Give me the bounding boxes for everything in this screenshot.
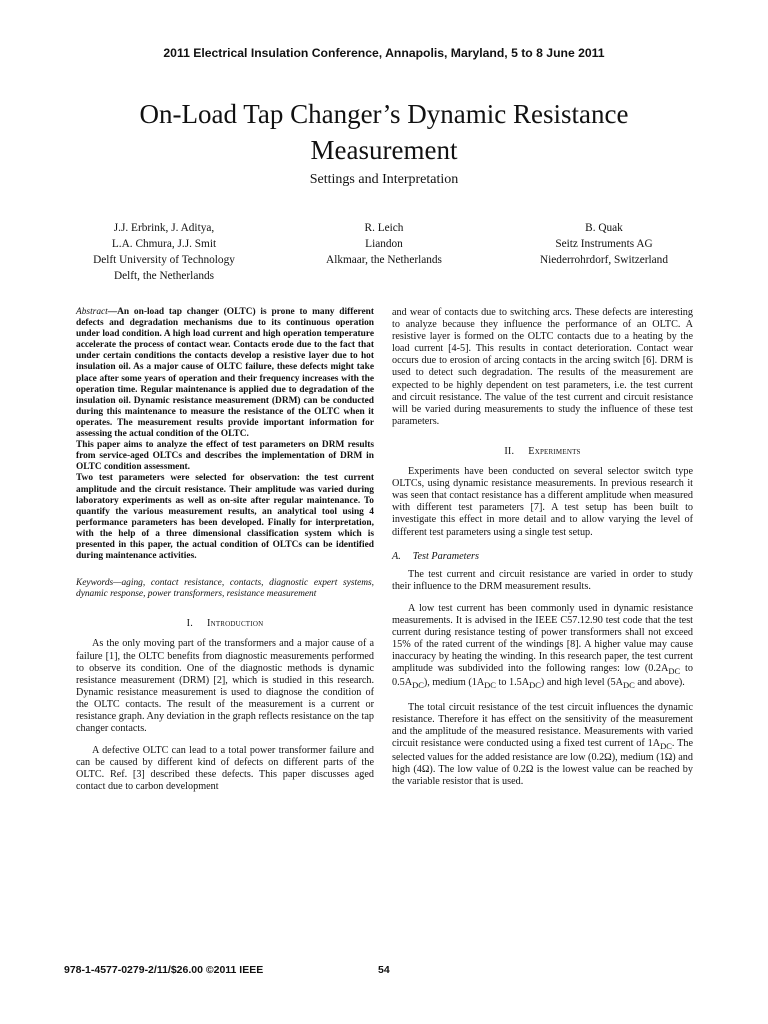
section-number: II. xyxy=(504,445,515,457)
abstract-paragraph-3: Two test parameters were selected for observation: the test current amplitude and the circuit resistance. Their amplitude was varied during laboratory experiments as well as on-site after regular maintenance. To quantify the various measurement results, an analytical tool using 4 performance parameters has been developed. Finally for interpretation, with the help of a three dimensional classification system which is presented in this paper, the actual condition of OLTCs can be identified during maintenance activities. xyxy=(76,473,374,562)
author-affiliation: Liandon xyxy=(365,238,403,250)
text-run: . The selected values for the added resistance are low (0.2Ω), medium (1Ω) and high (4Ω). The low value of 0.2Ω is the lowest value can be reached by the variable resistor that is used. xyxy=(392,737,694,788)
abstract-label: Abstract xyxy=(76,307,108,317)
author-block-delft xyxy=(44,220,284,284)
left-column xyxy=(76,307,374,794)
author-line: L.A. Chmura, J.J. Smit xyxy=(111,238,217,250)
text-run: ), medium (1A xyxy=(423,677,485,689)
page-number: 54 xyxy=(378,964,390,976)
text-run: A low test current has been commonly used in dynamic resistance measurements. It is advised in the IEEE C57.12.90 test code that the test current during resistance testing of power transformers shall not exceed 15% of the rated current of the windings [8]. A higher value may cause inaccuracy by heating the winding. In this research paper, the test current amplitude was subdivided into the following ranges: low (0.2A xyxy=(392,602,693,675)
subscript: DC xyxy=(660,740,672,751)
paper-title: On-Load Tap Changer’s Dynamic Resistance Measurement xyxy=(139,99,629,165)
keywords-label: Keywords xyxy=(76,578,114,589)
test-parameters-paragraph-2 xyxy=(392,603,693,692)
test-parameters-paragraph-3 xyxy=(392,702,693,789)
subscript: DC xyxy=(412,680,424,691)
section-number: I. xyxy=(186,618,193,630)
text-run: to 1.5A xyxy=(495,677,530,689)
paper-subtitle: Settings and Interpretation xyxy=(309,172,459,187)
conference-header: 2011 Electrical Insulation Conference, Annapolis, Maryland, 5 to 8 June 2011 xyxy=(163,46,605,60)
abstract-text: —An on-load tap changer (OLTC) is prone to many different defects and degradation mechanisms due to its continuous operation under load condition. A high load current and high operation temperature accelerate the process of contact wear. Contacts erode due to the fact that under certain conditions the contacts develop a resistive layer due to hot insulation oil. As a major cause of OLTC failure, these defects might take place after some years of operation and their frequency increases with the operation time. Regular maintenance is applied due to degradation of the insulation oil. Dynamic resistance measurement (DRM) can be conducted during this maintenance to measure the resistance of the OLTC when it operates. The measurement results provide important information for assessing the actual condition of the OLTC. xyxy=(76,307,374,440)
text-run: to 0.5A xyxy=(392,663,693,689)
subsection-heading-test-parameters xyxy=(392,551,693,563)
author-location: Alkmaar, the Netherlands xyxy=(326,254,442,266)
subscript: DC xyxy=(668,666,681,677)
keywords-text: —aging, contact resistance, contacts, diagnostic expert systems, dynamic response, power transformers, resistance measurement xyxy=(76,578,374,600)
intro-paragraph-1: As the only moving part of the transformers and a major cause of a failure [1], the OLTC benefits from diagnostic measurements performed to observe its condition. One of the diagnostic methods is dynamic resistance measurement (DRM) [2], which is studied in this research. Dynamic resistance measurement is used to diagnose the condition of the OLTC contacts. The result of the measurement is a current or resistance graph. Any deviation in the graph reflects resistance on the tap changer contacts. xyxy=(76,638,374,735)
keywords-paragraph xyxy=(76,578,374,600)
subscript: DC xyxy=(529,680,541,691)
author-location: Delft, the Netherlands xyxy=(113,270,215,282)
test-parameters-paragraph-1: The test current and circuit resistance are varied in order to study their influence to the DRM measurement results. xyxy=(392,568,693,592)
abstract-paragraph-2: This paper aims to analyze the effect of test parameters on DRM results from service-aged OLTCs and describes the implementation of DRM in OLTC condition assessment. xyxy=(76,440,374,473)
author-line: R. Leich xyxy=(364,222,404,234)
section-heading-experiments xyxy=(392,446,693,458)
subsection-number: A. xyxy=(392,550,401,562)
footer-isbn: 978-1-4577-0279-2/11/$26.00 ©2011 IEEE xyxy=(64,964,264,976)
author-affiliation: Delft University of Technology xyxy=(93,254,235,266)
author-affiliation: Seitz Instruments AG xyxy=(555,238,653,250)
experiments-paragraph: Experiments have been conducted on several selector switch type OLTCs, using dynamic resistance measurements. In previous research it was seen that contact resistance has a different amplitude when measured with different test parameters [7]. A test setup has been built to investigate this effect in more detail and to allow varying the level of different test parameters using a single test setup. xyxy=(392,466,693,538)
text-run: and above). xyxy=(634,677,685,689)
author-line: J.J. Erbrink, J. Aditya, xyxy=(113,222,215,234)
intro-paragraph-2: A defective OLTC can lead to a total power transformer failure and can be caused by different kind of defects on different parts of the OLTC. Ref. [3] described these defects. This paper discusses aged contact due to carbon development xyxy=(76,745,374,793)
author-block-seitz xyxy=(484,220,724,268)
subsection-title: Test Parameters xyxy=(412,550,479,562)
text-run: ) and high level (5A xyxy=(540,677,623,689)
section-title: Experiments xyxy=(528,445,581,457)
section-heading-introduction xyxy=(76,618,374,630)
author-line: B. Quak xyxy=(585,222,623,234)
author-block-liandon xyxy=(264,220,504,268)
subscript: DC xyxy=(622,680,635,691)
intro-continuation-paragraph: and wear of contacts due to switching arcs. These defects are interesting to analyze because they influence the performance of an OLTC. A resistive layer is formed on the OLTC contacts due to a heating by the load current [4-5]. This results in contact deterioration. Contact wear occurs due to erosion of arcing contacts in the arcing switch [6]. DRM is used to detect such degradation. The results of the measurement are expected to be highly dependent on test parameters, i.e. the test current and circuit resistance. The value of the test current and circuit resistance will be varied during measurements to study the influence of these test parameters. xyxy=(392,307,693,427)
text-run: The total circuit resistance of the test circuit influences the dynamic resistance. Therefore it has effect on the sensitivity of the measurement and the amplitude of the measured resistance. Measurements with varied circuit resistance were conducted using a fixed test current of 1A xyxy=(392,701,693,749)
subscript: DC xyxy=(484,680,496,691)
abstract-paragraph xyxy=(76,307,374,440)
author-location: Niederrohrdorf, Switzerland xyxy=(540,254,668,266)
section-title: Introduction xyxy=(206,618,264,630)
right-column xyxy=(392,307,693,788)
